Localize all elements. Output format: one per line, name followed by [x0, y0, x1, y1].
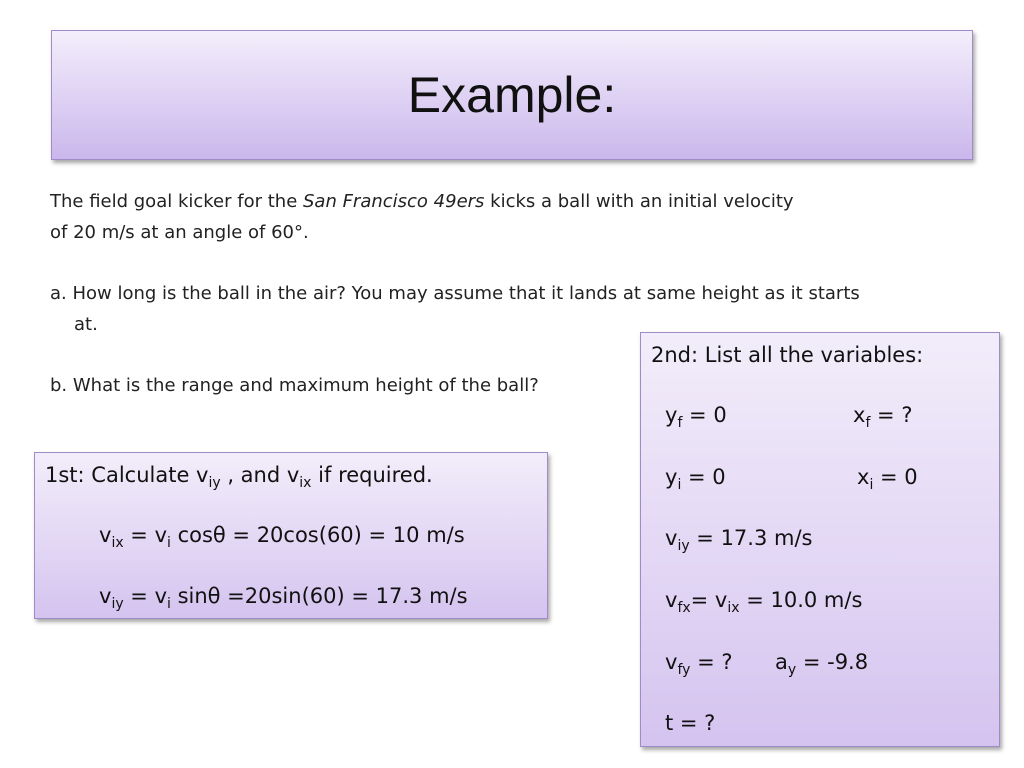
- viy-equation: $v_{iy} = v_i$ sinθ =20sin(60) = 17.3 m/s: [99, 584, 468, 612]
- step1-heading: 1st: Calculate $v_{iy}$ , and $v_{ix}$ if required.: [45, 463, 433, 491]
- step1-box: [34, 452, 548, 619]
- xf-variable: $x_f$ = ?: [853, 403, 913, 431]
- problem-intro-line2: of 20 m/s at an angle of 60°.: [50, 222, 309, 243]
- viy-variable: $v_{iy} = 17.3$ m/s: [665, 526, 813, 554]
- step2-box: [640, 332, 1000, 747]
- xi-variable: $x_i = 0$: [857, 465, 918, 493]
- intro-text-after: kicks a ball with an initial velocity: [484, 191, 794, 212]
- question-b: b. What is the range and maximum height of the ball?: [50, 375, 539, 396]
- question-a-continued: at.: [74, 314, 98, 335]
- step2-heading: 2nd: List all the variables:: [651, 343, 924, 367]
- vfy-variable: $v_{fy}$ = ?: [665, 650, 733, 678]
- t-variable: t = ?: [665, 711, 716, 735]
- problem-intro: [50, 186, 1000, 217]
- vfx-variable: $v_{fx}= v_{ix} = 10.0$ m/s: [665, 588, 863, 616]
- yi-variable: $y_i = 0$: [665, 465, 726, 493]
- team-name: San Francisco 49ers: [302, 191, 485, 212]
- slide-title: Example:: [407, 67, 617, 123]
- intro-text-before: The field goal kicker for the: [50, 191, 303, 212]
- vix-equation: $v_{ix} = v_i$ cosθ = 20cos(60) = 10 m/s: [99, 523, 465, 551]
- question-a: a. How long is the ball in the air? You may assume that it lands at same height as it starts: [50, 283, 860, 304]
- title-banner: [51, 30, 973, 160]
- yf-variable: $y_f = 0$: [665, 403, 727, 431]
- ay-variable: $a_y = -9.8$: [775, 650, 869, 678]
